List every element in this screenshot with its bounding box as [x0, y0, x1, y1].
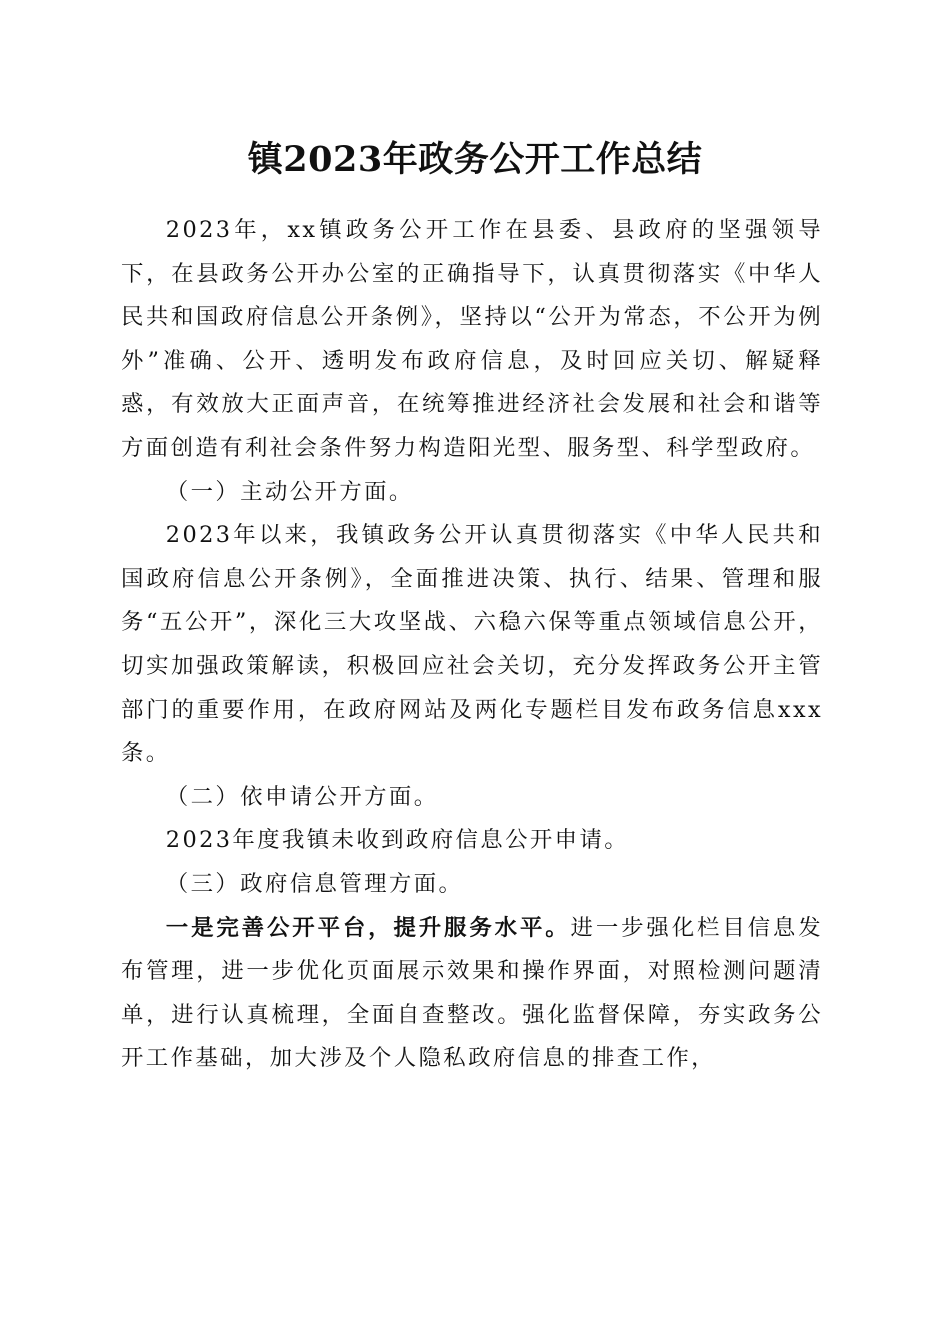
section-heading-active-disclosure: （一）主动公开方面。: [165, 478, 414, 505]
paragraph-lead-phrase: 一是完善公开平台，提升服务水平。: [165, 914, 571, 941]
paragraph-continuation: 进一步强化栏目信息发布管理，进一步优化页面展示效果和操作界面，对照检测问题清单，进行认真梳理，全面自查整改。强化监督保障，夯实政务公开工作基础，加大涉及个人隐私政府信息的排查工作，: [121, 914, 824, 1072]
section-heading-application-disclosure: （二）依申请公开方面。: [165, 783, 439, 810]
application-disclosure-paragraph: 2023年度我镇未收到政府信息公开申请。: [165, 827, 630, 854]
section-heading-information-management: （三）政府信息管理方面。: [165, 870, 464, 897]
active-disclosure-paragraph: 2023年以来，我镇政务公开认真贯彻落实《中华人民共和国政府信息公开条例》，全面推进决策、执行、结果、管理和服务“五公开”，深化三大攻坚战、六稳六保等重点领域信息公开，切实加强政策解读，积极回应社会关切，充分发挥政务公开主管部门的重要作用，在政府网站及两化专题栏目发布政务信息xxx条。: [121, 522, 823, 767]
information-management-paragraph: [121, 907, 823, 1081]
intro-paragraph: 2023年，xx镇政务公开工作在县委、县政府的坚强领导下，在县政务公开办公室的正确指导下，认真贯彻落实《中华人民共和国政府信息公开条例》，坚持以“公开为常态，不公开为例外”准确、公开、透明发布政府信息，及时回应关切、解疑释惑，有效放大正面声音，在统筹推进经济社会发展和社会和谐等方面创造有利社会条件努力构造阳光型、服务型、科学型政府。: [121, 217, 823, 461]
document-body: [121, 209, 823, 1081]
document-title: 镇2023年政务公开工作总结: [247, 139, 703, 180]
